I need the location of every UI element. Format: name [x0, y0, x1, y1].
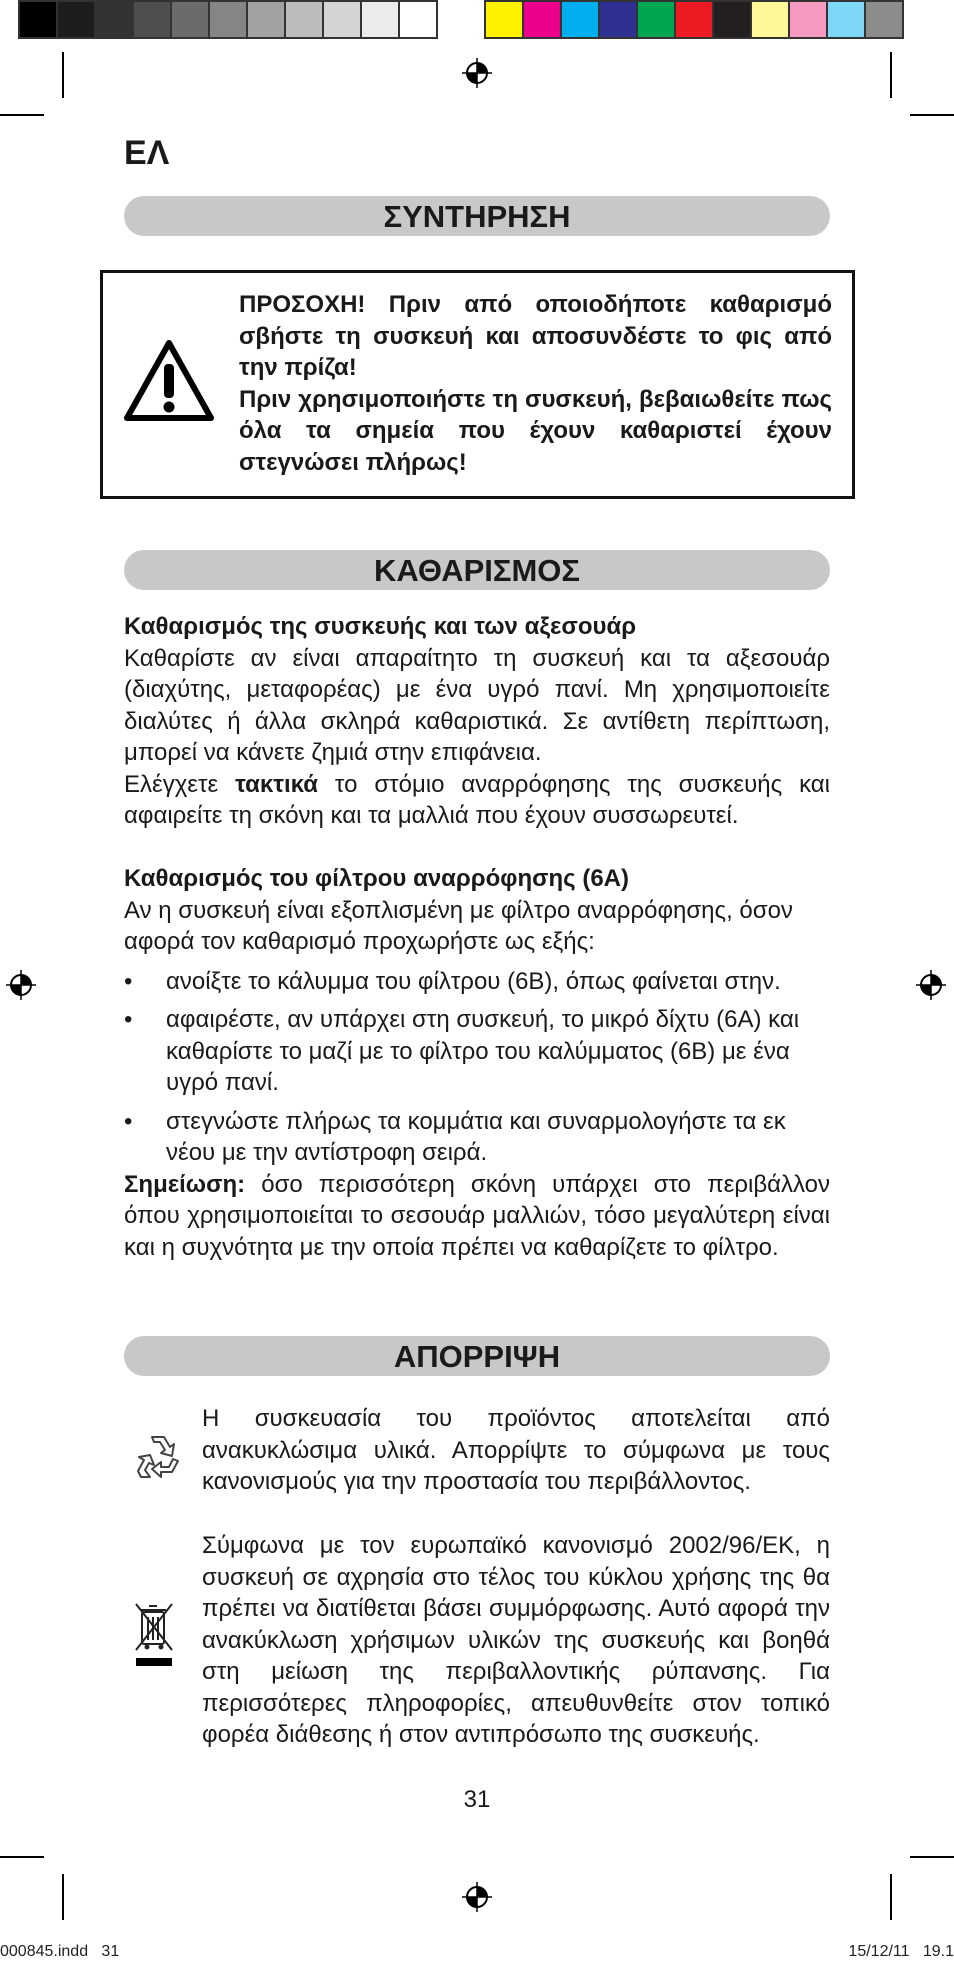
- color-swatch: [712, 0, 752, 39]
- warning-line: ΠΡΟΣΟΧΗ! Πριν από οποιοδήποτε καθαρισμό σβήστε τη συσκευή και αποσυνδέστε το φις από την πρίζα!: [239, 291, 832, 381]
- color-swatch: [560, 0, 600, 39]
- crop-mark: [62, 52, 64, 98]
- list-item: • αφαιρέστε, αν υπάρχει στη συσκευή, το μικρό δίχτυ (6A) και καθαρίστε το μαζί με το φίλτρο του καλύμματος (6B) με ένα υγρό πανί.: [124, 1004, 830, 1099]
- gray-swatch: [360, 0, 400, 39]
- crop-mark: [0, 114, 44, 116]
- gray-swatch: [132, 0, 172, 39]
- cleaning-filter-block: [124, 863, 830, 1263]
- gray-swatch: [170, 0, 210, 39]
- crop-mark: [890, 52, 892, 98]
- page-number: 31: [463, 1786, 491, 1813]
- subheading-filter-cleaning: Καθαρισμός του φίλτρου αναρρόφησης (6A): [124, 865, 629, 892]
- bold-text: τακτικά: [235, 770, 319, 798]
- paragraph: Καθαρίστε αν είναι απαραίτητο τη συσκευή και τα αξεσουάρ (διαχύτης, μεταφορέας) με ένα υγρό πανί. Μη χρησιμοποιείτε διαλύτες ή άλλα σκληρά καθαριστικά. Σε αντίθετη περίπτωση, μπορεί να κάνετε ζημιά στην επιφάνεια.: [124, 644, 830, 766]
- paragraph: [124, 769, 830, 832]
- registration-mark-icon: [462, 58, 492, 88]
- registration-mark-icon: [916, 970, 946, 1000]
- cleaning-device-block: [124, 611, 830, 832]
- text-run: Ελέγχετε: [124, 770, 236, 798]
- section-heading-maintenance: ΣΥΝΤΗΡΗΣΗ: [124, 196, 830, 236]
- color-swatch: [674, 0, 714, 39]
- color-swatch: [826, 0, 866, 39]
- paragraph: Η συσκευασία του προϊόντος αποτελείται από ανακυκλώσιμα υλικά. Απορρίψτε το σύμφωνα με τους κανονισμούς για την προστασία του περιβάλλοντος.: [202, 1405, 830, 1495]
- process-color-bar: [484, 0, 902, 43]
- color-swatch: [484, 0, 524, 39]
- color-swatch: [788, 0, 828, 39]
- registration-mark-icon: [462, 1882, 492, 1912]
- note-paragraph: [124, 1169, 830, 1264]
- warning-text: [239, 289, 832, 478]
- language-code: ΕΛ: [124, 134, 170, 172]
- gray-swatch: [322, 0, 362, 39]
- section-heading-cleaning: ΚΑΘΑΡΙΣΜΟΣ: [124, 550, 830, 590]
- crop-mark: [62, 1874, 64, 1920]
- gray-swatch: [56, 0, 96, 39]
- section-heading-disposal: ΑΠΟΡΡΙΨΗ: [124, 1336, 830, 1376]
- crop-mark: [910, 1856, 954, 1858]
- registration-mark-icon: [6, 970, 36, 1000]
- color-swatch: [864, 0, 904, 39]
- color-swatch: [750, 0, 790, 39]
- list-item: • ανοίξτε το κάλυμμα του φίλτρου (6B), όπως φαίνεται στην.: [124, 966, 830, 998]
- color-swatch: [598, 0, 638, 39]
- color-swatch: [522, 0, 562, 39]
- packaging-text: [202, 1403, 830, 1498]
- paragraph: Αν η συσκευή είναι εξοπλισμένη με φίλτρο αναρρόφησης, όσον αφορά τον καθαρισμό προχωρήστε ως εξής:: [124, 896, 793, 955]
- color-swatch: [636, 0, 676, 39]
- gray-swatch: [398, 0, 438, 39]
- grayscale-color-bar: [18, 0, 436, 43]
- note-label: Σημείωση:: [124, 1170, 246, 1198]
- date-slug: 15/12/11 19.1: [848, 1943, 954, 1960]
- paragraph: Σύμφωνα με τον ευρωπαϊκό κανονισμό 2002/96/ΕΚ, η συσκευή σε αχρησία στο τέλος του κύκλου χρήσης της θα πρέπει να διατίθεται βάσει συμμόρφωσης. Αυτό αφορά την ανακύκλωση χρήσιμων υλικών της συσκευής και βοηθά στη μείωση της περιβαλλοντικής ρύπανσης. Για περισσότερες πληροφορίες, απευθυνθείτε στον τοπικό φορέα διάθεσης ή στον αντιπρόσωπο της συσκευής.: [202, 1532, 830, 1748]
- text-run: το στόμιο αναρρόφησης της συσκευής και αφαιρείτε τη σκόνη και τα μαλλιά που έχουν συσσωρευτεί.: [124, 770, 830, 829]
- warning-triangle-icon: [123, 338, 215, 422]
- gray-swatch: [246, 0, 286, 39]
- bullet-list: [124, 966, 830, 1169]
- gray-swatch: [208, 0, 248, 39]
- crossed-bin-icon: [132, 1600, 176, 1670]
- gray-swatch: [94, 0, 134, 39]
- file-slug: 000845.indd 31: [0, 1943, 120, 1960]
- subheading-device-cleaning: Καθαρισμός της συσκευής και των αξεσουάρ: [124, 613, 637, 640]
- gray-swatch: [284, 0, 324, 39]
- note-text: όσο περισσότερη σκόνη υπάρχει στο περιβάλλον όπου χρησιμοποιείται το σεσουάρ μαλλιών, τόσο μεγαλύτερη είναι και η συχνότητα με την οποία πρέπει να καθαρίζετε το φίλτρο.: [124, 1170, 830, 1261]
- crop-mark: [0, 1856, 44, 1858]
- gray-swatch: [18, 0, 58, 39]
- crop-mark: [910, 114, 954, 116]
- crop-mark: [890, 1874, 892, 1920]
- list-item: • στεγνώστε πλήρως τα κομμάτια και συναρμολογήστε τα εκ νέου με την αντίστροφη σειρά.: [124, 1106, 830, 1169]
- weee-text: [202, 1530, 830, 1751]
- warning-line: Πριν χρησιμοποιήστε τη συσκευή, βεβαιωθείτε πως όλα τα σημεία που έχουν καθαριστεί έχουν στεγνώσει πλήρως!: [239, 385, 832, 476]
- recycle-icon: [132, 1431, 184, 1483]
- warning-box: [100, 270, 855, 499]
